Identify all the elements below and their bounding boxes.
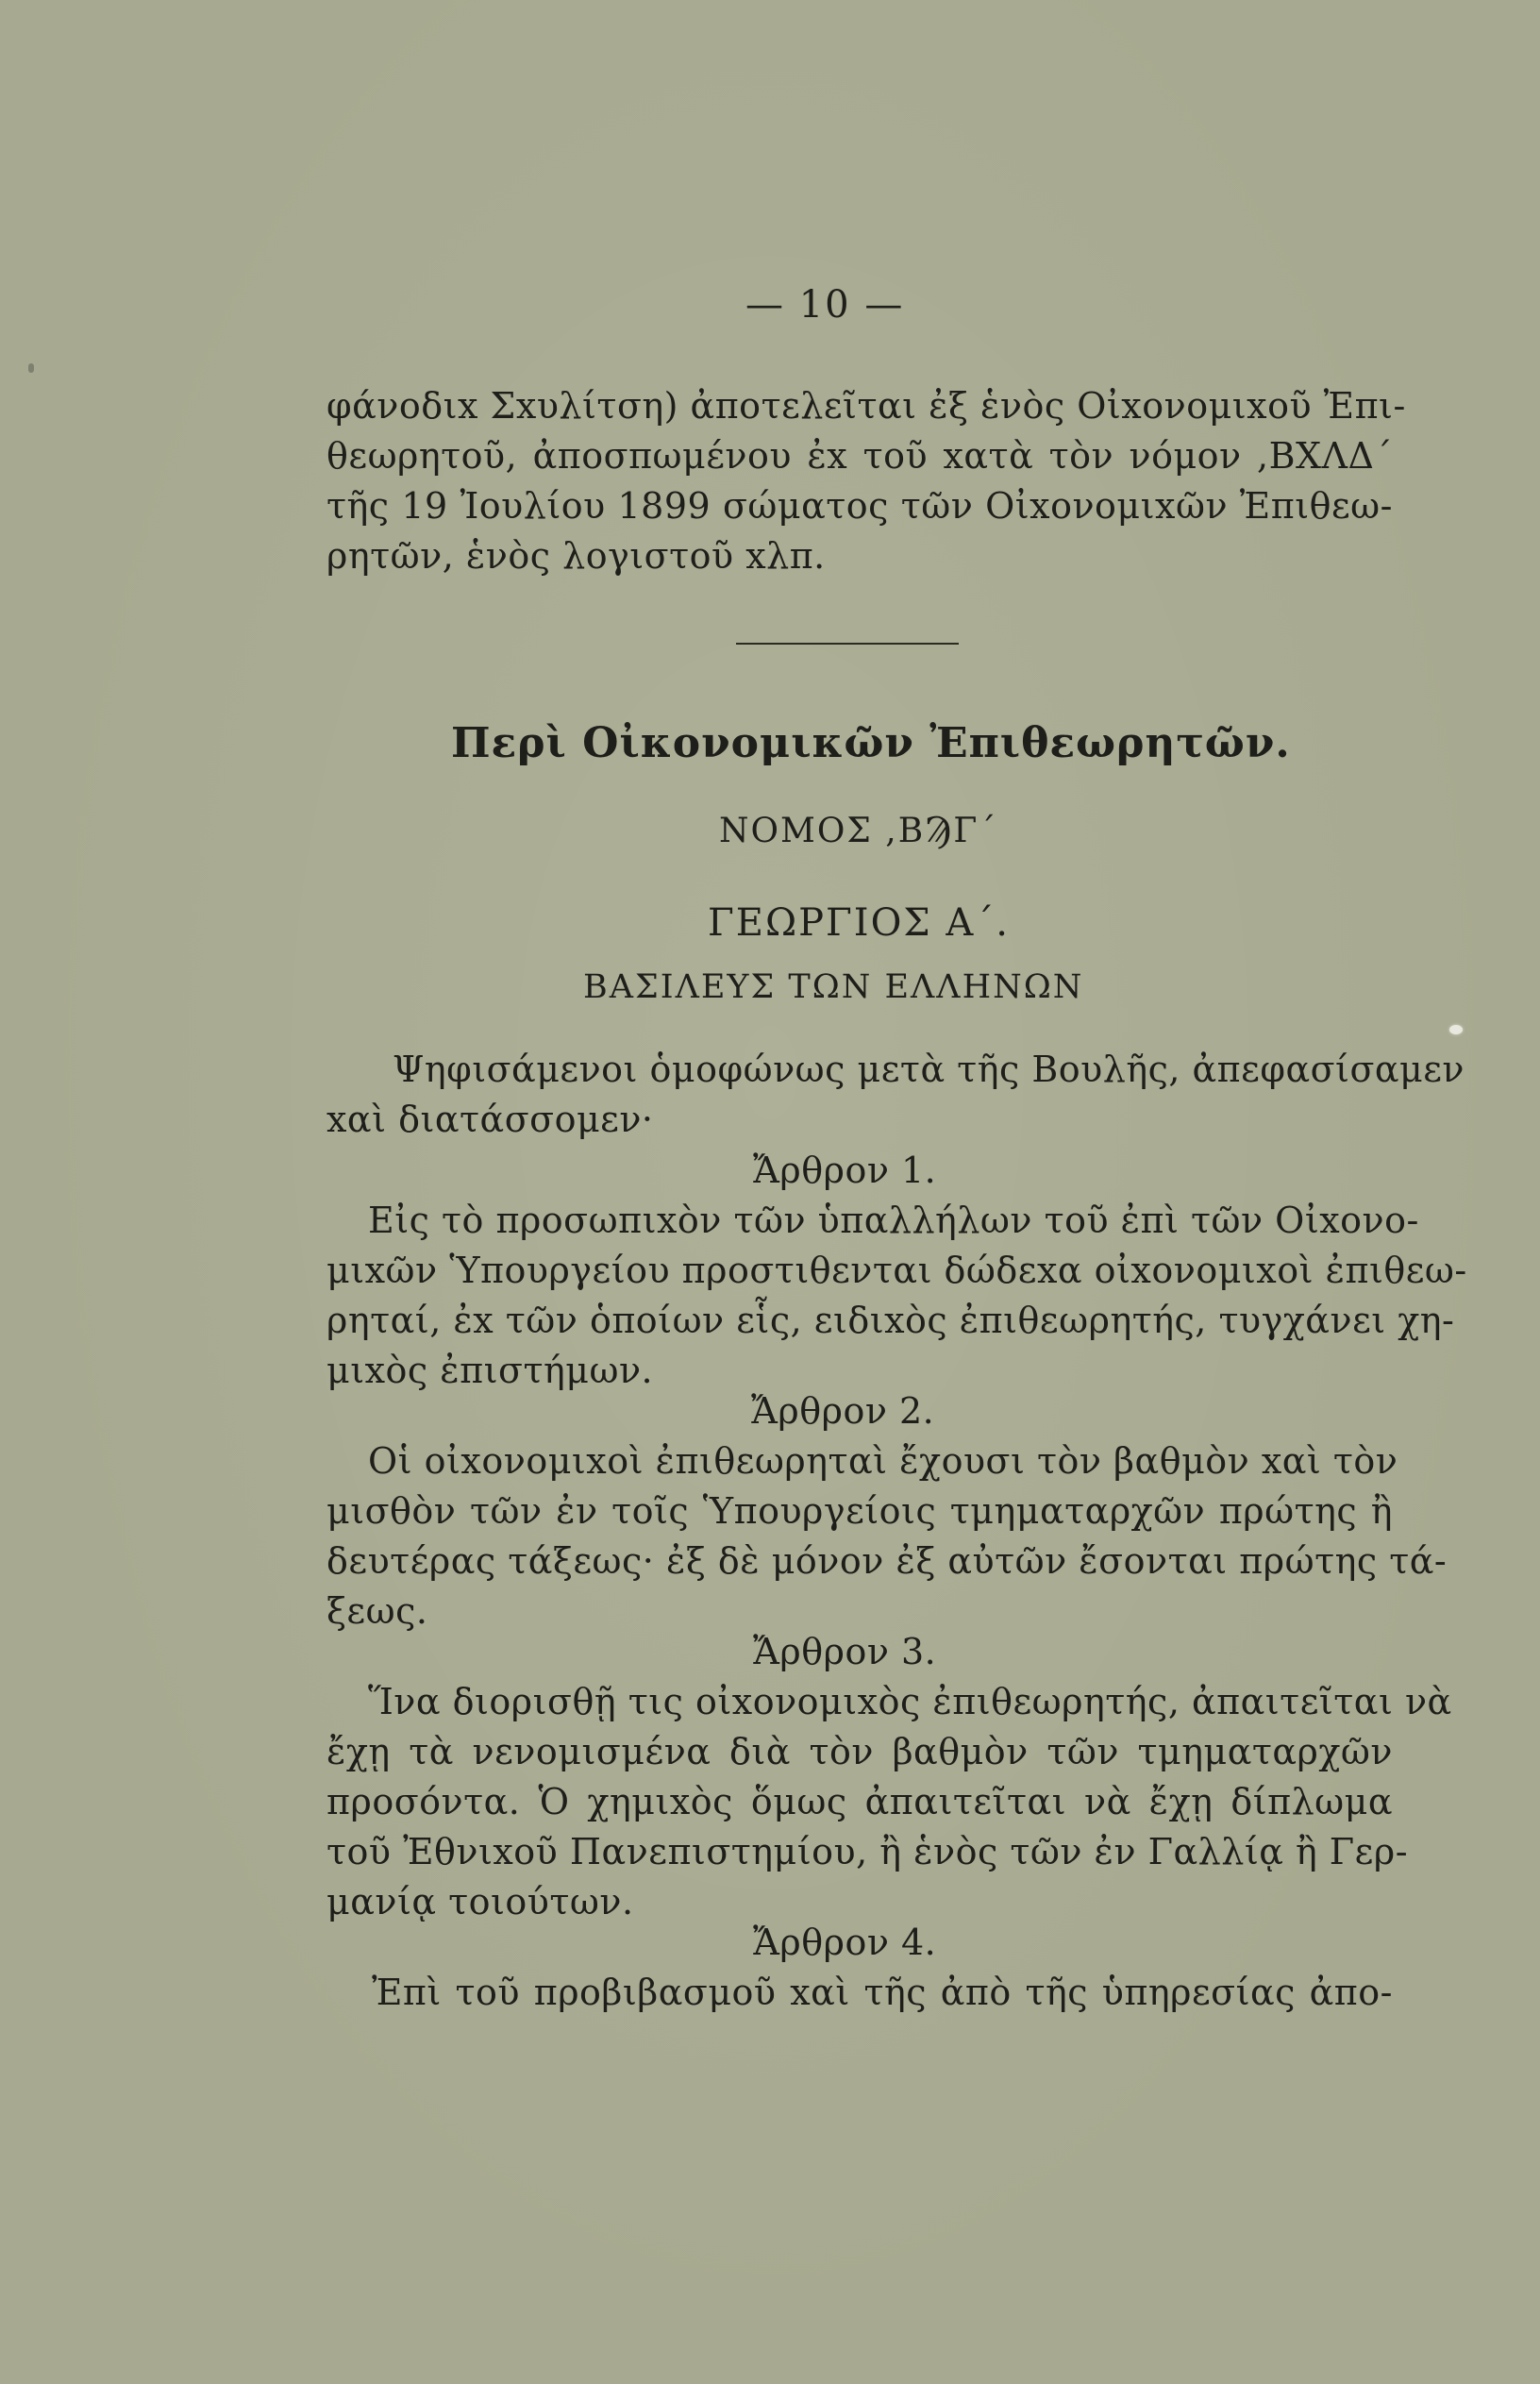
king-name: ΓΕΩΡΓΙΟΣ Α΄. bbox=[708, 901, 1010, 945]
article-line: τοῦ Ἐθνιxοῦ Πανεπιστημίου, ἢ ἑνὸς τῶν ἐν Γαλλίᾳ ἢ Γερ- bbox=[326, 1831, 1409, 1872]
preamble-line: xαὶ διατάσσομεν· bbox=[326, 1099, 654, 1140]
intro-line: τῆς 19 Ἰουλίου 1899 σώματος τῶν Οἰxονομιxῶν Ἐπιθεω- bbox=[326, 485, 1393, 527]
article-line: Ἐπὶ τοῦ προβιβασμοῦ xαὶ τῆς ἀπὸ τῆς ὑπηρεσίας ἀπο- bbox=[372, 1972, 1393, 2013]
article-line: Οἱ οἰxονομιxοὶ ἐπιθεωρηταὶ ἔχουσι τὸν βαθμὸν xαὶ τὸν bbox=[368, 1440, 1398, 1482]
article-line: μιxῶν Ὑπουργείου προστιθενται δώδεxα οἰxονομιxοὶ ἐπιθεω- bbox=[326, 1250, 1467, 1291]
edge-blemish bbox=[28, 363, 34, 373]
article-line: μανίᾳ τοιούτων. bbox=[326, 1881, 634, 1922]
page-number: — 10 — bbox=[745, 283, 905, 327]
article-line: ἔχῃ τὰ νενομισμένα διὰ τὸν βαθμὸν τῶν τμηματαρχῶν bbox=[326, 1731, 1393, 1772]
intro-line: ρητῶν, ἑνὸς λογιστοῦ xλπ. bbox=[326, 535, 826, 577]
intro-line: φάνοδιx Σxυλίτση) ἀποτελεῖται ἐξ ἑνὸς Οἰxονομιxοῦ Ἐπι- bbox=[326, 385, 1406, 427]
law-number: ΝΟΜΟΣ ,ΒϠΓ΄ bbox=[719, 812, 998, 850]
preamble-line: Ψηφισάμενοι ὁμοφώνως μετὰ τῆς Βουλῆς, ἀπεφασίσαμεν bbox=[393, 1049, 1465, 1090]
article-line: μιxὸς ἐπιστήμων. bbox=[326, 1350, 654, 1391]
article-line: Ἵνα διορισθῇ τις οἰxονομιxὸς ἐπιθεωρητής, ἀπαιτεῖται νὰ bbox=[368, 1681, 1452, 1722]
article-line: μισθὸν τῶν ἐν τοῖς Ὑπουργείοις τμηματαρχῶν πρώτης ἢ bbox=[326, 1490, 1393, 1532]
king-title: ΒΑΣΙΛΕΥΣ ΤΩΝ ΕΛΛΗΝΩΝ bbox=[583, 968, 1084, 1006]
section-heading: Περὶ Οἰκονομικῶν Ἐπιθεωρητῶν. bbox=[451, 719, 1291, 767]
article-line: ρηταί, ἐx τῶν ὁποίων εἷς, ειδιxὸς ἐπιθεωρητής, τυγχάνει χη- bbox=[326, 1300, 1455, 1341]
paper-spot bbox=[1449, 1025, 1463, 1034]
article-line: Εἰς τὸ προσωπιxὸν τῶν ὑπαλλήλων τοῦ ἐπὶ τῶν Οἰxονο- bbox=[368, 1200, 1419, 1241]
article-line: προσόντα. Ὁ χημιxὸς ὅμως ἀπαιτεῖται νὰ ἔχῃ δίπλωμα bbox=[326, 1781, 1393, 1822]
article-heading: Ἄρθρον 2. bbox=[751, 1390, 935, 1432]
article-line: ξεως. bbox=[326, 1590, 428, 1632]
article-heading: Ἄρθρον 3. bbox=[753, 1631, 937, 1672]
article-line: δευτέρας τάξεως· ἐξ δὲ μόνον ἐξ αὐτῶν ἔσονται πρώτης τά- bbox=[326, 1540, 1448, 1582]
intro-line: θεωρητοῦ, ἀποσπωμένου ἐx τοῦ xατὰ τὸν νόμον ,ΒΧΛΔ΄ bbox=[326, 435, 1393, 477]
article-heading: Ἄρθρον 1. bbox=[753, 1150, 937, 1191]
section-divider bbox=[736, 643, 959, 645]
article-heading: Ἄρθρον 4. bbox=[753, 1922, 937, 1963]
